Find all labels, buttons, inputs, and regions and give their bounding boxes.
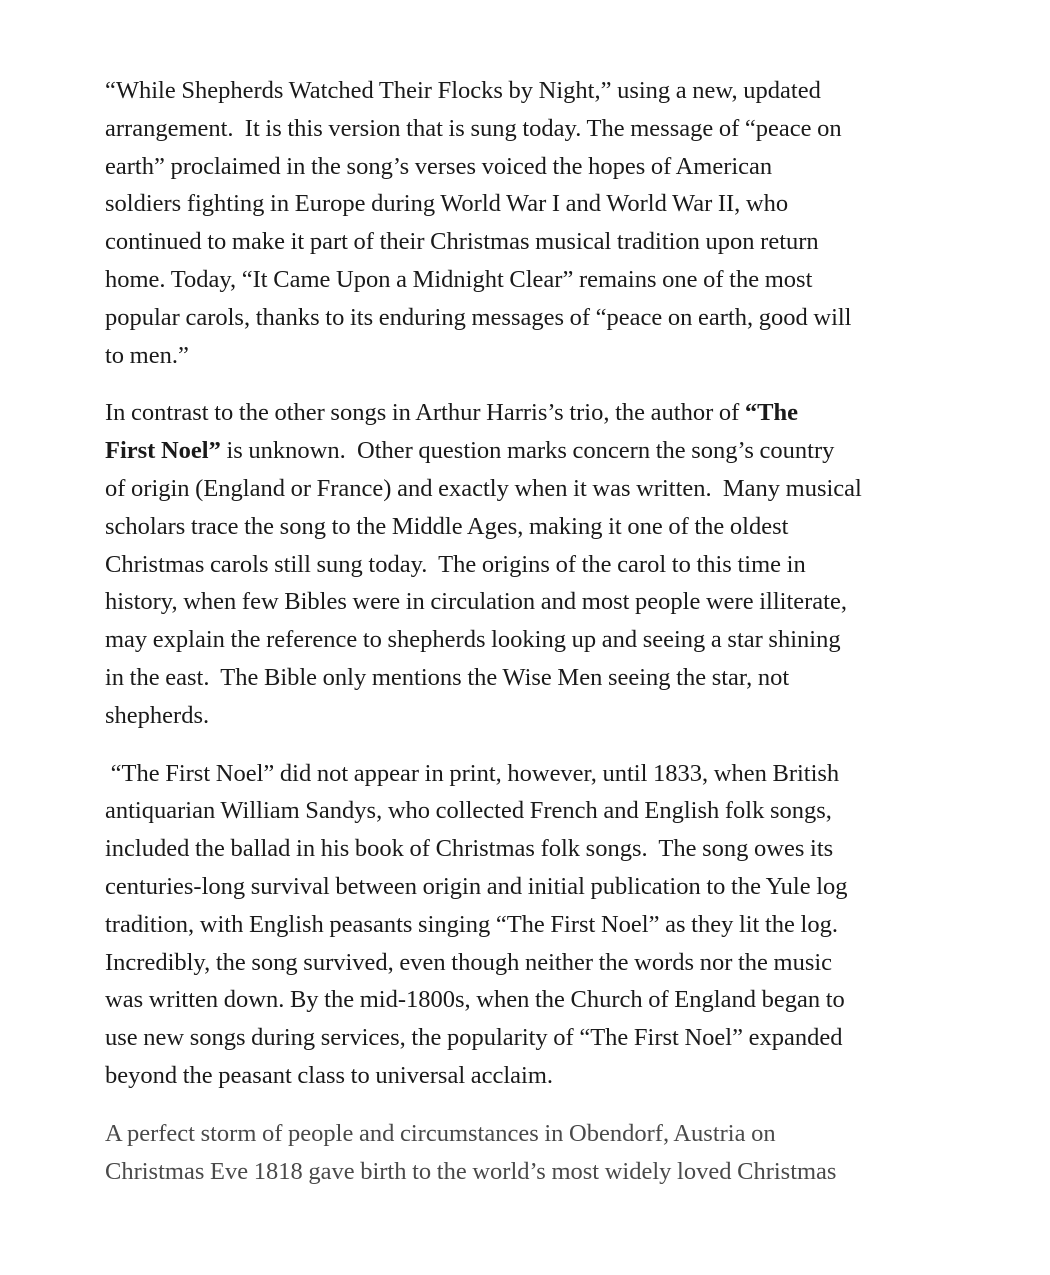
text-line: antiquarian William Sandys, who collected French and English folk songs, [105,797,832,825]
text-line: included the ballad in his book of Christmas folk songs. The song owes its [105,835,834,863]
text-line: was written down. By the mid-1800s, when the Church of England began to [105,986,845,1014]
text-line: earth” proclaimed in the song’s verses voiced the hopes of American [105,152,773,180]
text-line: in the east. The Bible only mentions the Wise Men seeing the star, not [105,663,790,691]
text-line: use new songs during services, the popularity of “The First Noel” expanded [105,1024,843,1052]
song-title-bold: First Noel” [105,437,221,465]
paragraph-midnight-clear [105,72,990,374]
text-line: centuries-long survival between origin and initial publication to the Yule log [105,872,848,900]
text-line: A perfect storm of people and circumstances in Obendorf, Austria on [105,1119,776,1147]
text-line: shepherds. [105,701,210,729]
text-line: scholars trace the song to the Middle Ages, making it one of the oldest [105,512,789,540]
text-line: continued to make it part of their Christmas musical tradition upon return [105,228,819,256]
text-line: Christmas Eve 1818 gave birth to the world’s most widely loved Christmas [105,1157,837,1185]
text-line [105,432,990,470]
text-line: may explain the reference to shepherds looking up and seeing a star shining [105,626,841,654]
text-run: is unknown. Other question marks concern the song’s country [220,437,835,465]
text-line: history, when few Bibles were in circulation and most people were illiterate, [105,588,847,616]
text-line: “The First Noel” did not appear in print, however, until 1833, when British [105,759,840,787]
text-line: of origin (England or France) and exactly when it was written. Many musical [105,474,862,502]
text-line: “While Shepherds Watched Their Flocks by Night,” using a new, updated [105,77,821,104]
text-line: arrangement. It is this version that is sung today. The message of “peace on [105,114,842,142]
text-line: to men.” [105,341,189,369]
text-line: soldiers fighting in Europe during World War I and World War II, who [105,190,789,218]
text-run: In contrast to the other songs in Arthur Harris’s trio, the author of [105,399,745,427]
song-title-bold: “The [744,399,798,427]
text-line: tradition, with English peasants singing “The First Noel” as they lit the log. [105,910,838,938]
paragraph-obendorf [105,1115,990,1191]
text-line [105,394,990,432]
text-line: Incredibly, the song survived, even though neither the words nor the music [105,948,833,976]
paragraph-first-noel-print [105,755,990,1095]
paragraph-first-noel-origin [105,394,990,734]
document-page [105,72,990,1190]
text-line: home. Today, “It Came Upon a Midnight Clear” remains one of the most [105,265,813,293]
text-line: beyond the peasant class to universal acclaim. [105,1061,554,1089]
text-line: popular carols, thanks to its enduring messages of “peace on earth, good will [105,303,852,331]
text-line: Christmas carols still sung today. The origins of the carol to this time in [105,550,806,578]
